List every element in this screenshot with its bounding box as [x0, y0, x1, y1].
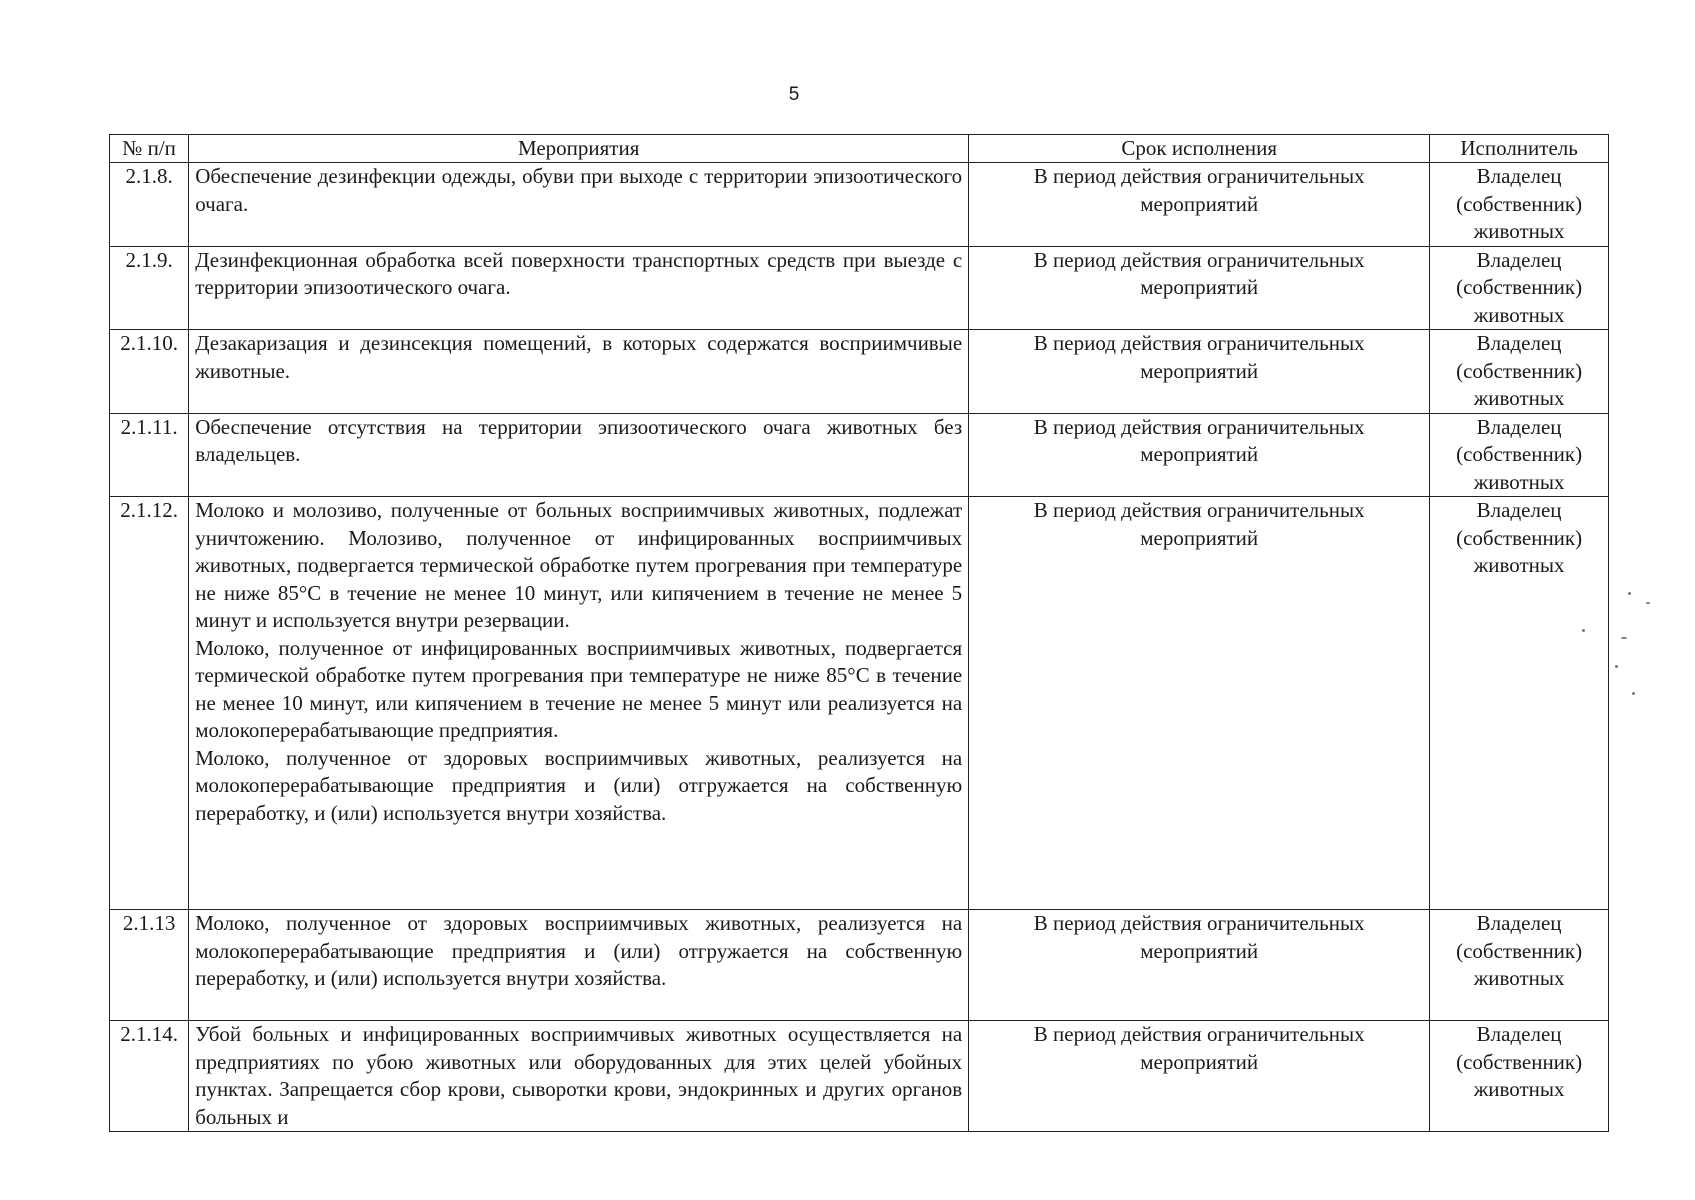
row-term: В период действия ограничительных мероприятий [969, 330, 1430, 414]
measure-text: Дезакаризация и дезинсекция помещений, в которых содержатся восприимчивые животные. [195, 331, 963, 383]
table-row [110, 910, 1609, 1021]
measures-table [109, 134, 1609, 1132]
row-executor: Владелец (собственник) животных [1430, 246, 1609, 330]
page-number: 5 [788, 84, 800, 105]
table-row [110, 246, 1609, 330]
measure-text: Обеспечение дезинфекции одежды, обуви при выходе с территории эпизоотического очага. [195, 164, 963, 216]
scan-speck [1621, 637, 1627, 639]
table-row [110, 413, 1609, 497]
row-executor: Владелец (собственник) животных [1430, 330, 1609, 414]
row-executor: Владелец (собственник) животных [1430, 163, 1609, 247]
measure-paragraph: Молоко, полученное от здоровых восприимчивых животных, реализуется на молокоперерабатывающие предприятия и (или) отгружается на собственную переработку, и (или) используется внутри хозяйства. [195, 745, 963, 825]
row-measure [189, 246, 969, 330]
row-measure [189, 163, 969, 247]
measure-text: Убой больных и инфицированных восприимчивых животных осуществляется на предприятиях по убою животных или оборудованных для этих целей убойных пунктах. Запрещается сбор крови, сыворотки крови, эндокринных и других органов больных и [195, 1022, 963, 1129]
table-row [110, 330, 1609, 414]
scan-speck [1615, 665, 1618, 668]
table-header-row [110, 135, 1609, 163]
row-term: В период действия ограничительных мероприятий [969, 910, 1430, 1021]
header-measure: Мероприятия [189, 135, 969, 163]
measure-text: Дезинфекционная обработка всей поверхности транспортных средств при выезде с территории эпизоотического очага. [195, 247, 963, 299]
row-number: 2.1.12. [110, 497, 189, 910]
row-executor: Владелец (собственник) животных [1430, 910, 1609, 1021]
row-executor: Владелец (собственник) животных [1430, 413, 1609, 497]
row-executor: Владелец (собственник) животных [1430, 1021, 1609, 1132]
row-term: В период действия ограничительных мероприятий [969, 497, 1430, 910]
row-executor: Владелец (собственник) животных [1430, 497, 1609, 910]
row-number: 2.1.11. [110, 413, 189, 497]
table-row [110, 163, 1609, 247]
row-measure [189, 1021, 969, 1132]
row-number: 2.1.10. [110, 330, 189, 414]
scan-speck [1632, 692, 1635, 695]
row-measure [189, 413, 969, 497]
header-term: Срок исполнения [969, 135, 1430, 163]
row-number: 2.1.14. [110, 1021, 189, 1132]
row-measure [189, 497, 969, 910]
row-number: 2.1.9. [110, 246, 189, 330]
row-measure [189, 910, 969, 1021]
row-number: 2.1.13 [110, 910, 189, 1021]
header-num: № п/п [110, 135, 189, 163]
scan-speck [1628, 592, 1631, 595]
table-row [110, 497, 1609, 910]
measure-text: Обеспечение отсутствия на территории эпизоотического очага животных без владельцев. [195, 414, 963, 466]
row-term: В период действия ограничительных мероприятий [969, 413, 1430, 497]
measure-paragraph: Молоко, полученное от инфицированных восприимчивых животных, подвергается термической обработке путем прогревания при температуре не ниже 85°С в течение не менее 10 минут, или кипячением в течение не менее 5 минут или реализуется на молокоперерабатывающие предприятия. [195, 635, 963, 742]
scan-speck [1646, 602, 1650, 604]
measure-text: Молоко, полученное от здоровых восприимчивых животных, реализуется на молокоперерабатывающие предприятия и (или) отгружается на собственную переработку, и (или) используется внутри хозяйства. [195, 911, 963, 990]
table-row [110, 1021, 1609, 1132]
row-term: В период действия ограничительных мероприятий [969, 163, 1430, 247]
row-term: В период действия ограничительных мероприятий [969, 1021, 1430, 1132]
measure-paragraph: Молоко и молозиво, полученные от больных восприимчивых животных, подлежат уничтожению. Молозиво, полученное от инфицированных восприимчивых животных, подвергается термической обработке путем прогревания при температуре не ниже 85°С в течение не менее 10 минут, или кипячением в течение не менее 5 минут и используется внутри резервации. [195, 498, 963, 632]
row-number: 2.1.8. [110, 163, 189, 247]
scan-speck [1582, 629, 1585, 632]
row-term: В период действия ограничительных мероприятий [969, 246, 1430, 330]
header-executor: Исполнитель [1430, 135, 1609, 163]
row-measure [189, 330, 969, 414]
